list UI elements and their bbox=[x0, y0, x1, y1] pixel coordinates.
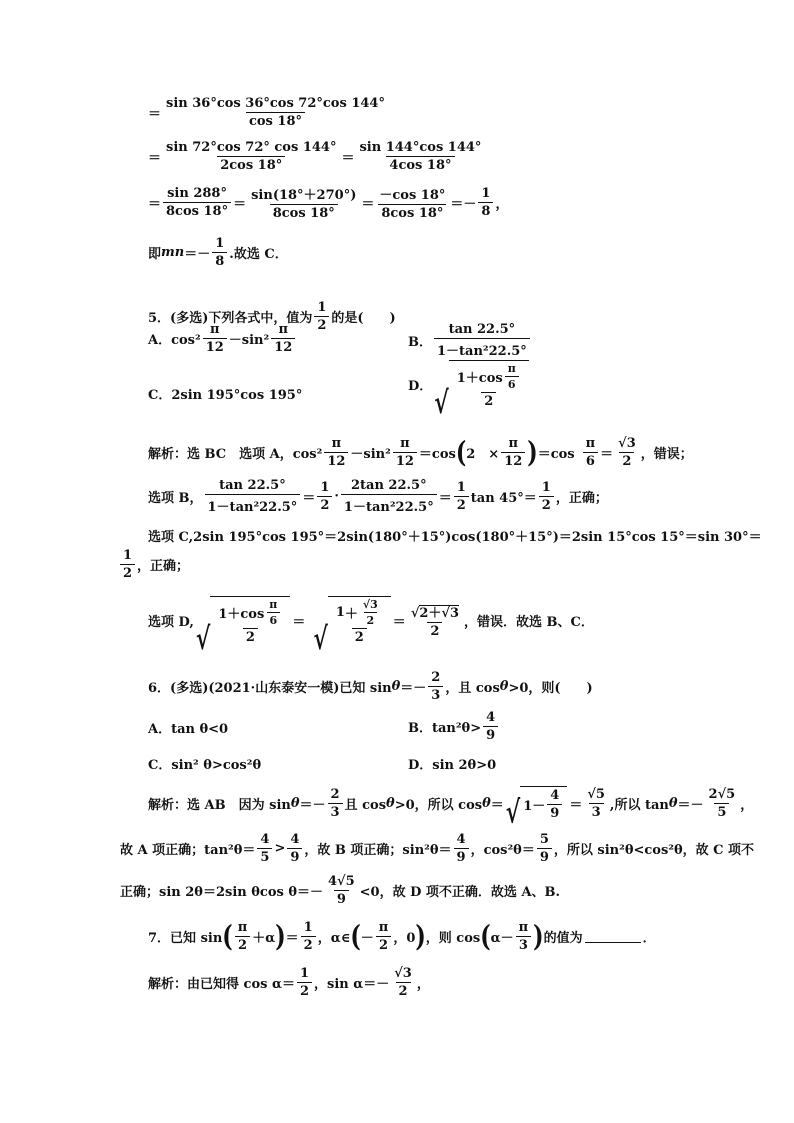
q7-solution: 解析：由已知得 cos α＝ $\frac{1}{2}$ ，sin α＝－ $\frac{√3}{2}$ ， bbox=[148, 966, 430, 999]
q6-solution-3: 正确；sin 2θ＝2sin θcos θ＝－ $\frac{4√5}{9}$ <0，故 D 项不正确．故选 A、B. bbox=[120, 874, 561, 907]
fraction: $\frac{\sin 144^\circ\cos 144^\circ}{4\cos 18^\circ}$ bbox=[359, 140, 482, 173]
q5-solution-a: 解析：选 BC 选项 A，cos² $\frac{\pi}{12}$ －sin² $\frac{\pi}{12}$ ＝cos ( 2 × $\frac{\pi}{12}$ ) ＝cos $\frac{\pi}{6}$ ＝ $\frac{√3}{2}$ ，错误； bbox=[148, 435, 693, 470]
q6-option-b: B．tan²θ> $\frac{4}{9}$ bbox=[408, 710, 500, 743]
q5-option-c: C．2sin 195°cos 195° bbox=[148, 388, 303, 403]
q6-stem: 6．(多选)(2021·山东泰安一模)已知 sin θ ＝－ $\frac{2}{3}$ ，且 cos θ >0，则( ) bbox=[148, 670, 593, 703]
q6-option-a: A．tan θ<0 bbox=[148, 722, 229, 737]
q5-option-a: A．cos² $\frac{\pi}{12}$ －sin² $\frac{\pi}{12}$ bbox=[148, 322, 297, 355]
q6-option-d: D．sin 2θ>0 bbox=[408, 758, 497, 773]
q5-option-d: D． √ 1＋cos $\frac{\pi}{6}$ 2 bbox=[408, 360, 531, 409]
q5-solution-c: 选项 C,2sin 195°cos 195°＝2sin(180°＋15°)cos(180°＋15°)＝2sin 15°cos 15°＝sin 30°＝ bbox=[148, 530, 762, 545]
q7-stem: 7．已知 sin ( $\frac{\pi}{2}$ ＋α ) ＝ $\frac{1}{2}$ ，α∈ ( － $\frac{\pi}{2}$ ，0 ) ，则 cos ( α－ $\frac{\pi}{3}$ ) 的值为 ． bbox=[148, 919, 656, 954]
calc-line-1: ＝ $\frac{\sin 36^\circ\cos 36^\circ\cos 72^\circ\cos 144^\circ}{\cos 18^\circ}$ bbox=[148, 96, 390, 129]
answer-blank[interactable] bbox=[585, 930, 641, 943]
q5-solution-c-cont: $\frac{1}{2}$ ，正确； bbox=[118, 548, 189, 581]
q6-solution-1: 解析：选 AB 因为 sin θ ＝－ $\frac{2}{3}$ 且 cos θ >0，所以 cos θ ＝ √ 1－ $\frac{4}{9}$ ＝ $\frac{√5}{3}$ ,所以 tan θ ＝－ $\frac{2√5}{5}$ ， bbox=[148, 787, 754, 831]
q5-stem: 5．(多选)下列各式中，值为 $\frac{1}{2}$ 的是( ) bbox=[148, 300, 396, 333]
q5-solution-d: 选项 D, √ 1＋cos $\frac{\pi}{6}$ 2 ＝ √ 1 ＋ $\frac{√3}{2}$ 2 ＝ $\frac{√2+√3}{2}$ ，错误．故选 B、C． bbox=[148, 598, 594, 658]
fraction: $\frac{\sin 36^\circ\cos 36^\circ\cos 72^\circ\cos 144^\circ}{\cos 18^\circ}$ bbox=[166, 96, 385, 129]
q5-solution-b: 选项 B， $\frac{\tan 22.5^\circ}{\text{1－tan²22.5°}}$ ＝ $\frac{1}{2}$ · $\frac{2\tan 22.5^\circ}{\text{1－tan²22.5°}}$ ＝ $\frac{1}{2}$ tan 45°＝ $\frac{1}{2}$ ，正确； bbox=[148, 478, 608, 515]
fraction: $\frac{\sin 72^\circ\cos 72^\circ \cos 144^\circ}{2\cos 18^\circ}$ bbox=[166, 140, 337, 173]
calc-line-3: ＝ $\frac{\sin 288^\circ}{8\cos 18^\circ}$ ＝ $\frac{\sin(18^\circ+270^\circ)}{8\cos 18^\circ}$ ＝ $\frac{-\cos 18^\circ}{8\cos 18^\circ}$ ＝－ $\frac{1}{8}$ ， bbox=[148, 186, 509, 221]
calc-conclusion: 即 mn ＝－ $\frac{1}{8}$ .故选 C． bbox=[148, 236, 288, 269]
calc-line-2: ＝ $\frac{\sin 72^\circ\cos 72^\circ \cos 144^\circ}{2\cos 18^\circ}$ ＝ $\frac{\sin 144^\circ\cos 144^\circ}{4\cos 18^\circ}$ bbox=[148, 140, 486, 173]
q6-solution-2: 故 A 项正确；tan²θ＝ $\frac{4}{5}$ > $\frac{4}{9}$ ，故 B 项正确；sin²θ＝ $\frac{4}{9}$ ，cos²θ＝ $\frac{5}{9}$ ，所以 sin²θ<cos²θ，故 C 项不 bbox=[120, 832, 755, 865]
q6-option-c: C．sin² θ>cos²θ bbox=[148, 758, 262, 773]
sqrt: √ 1＋cos $\frac{\pi}{6}$ 2 bbox=[434, 360, 528, 409]
q5-option-b: B． $\frac{\tan 22.5^\circ}{\text{1－tan²22.5°}}$ bbox=[408, 322, 532, 359]
